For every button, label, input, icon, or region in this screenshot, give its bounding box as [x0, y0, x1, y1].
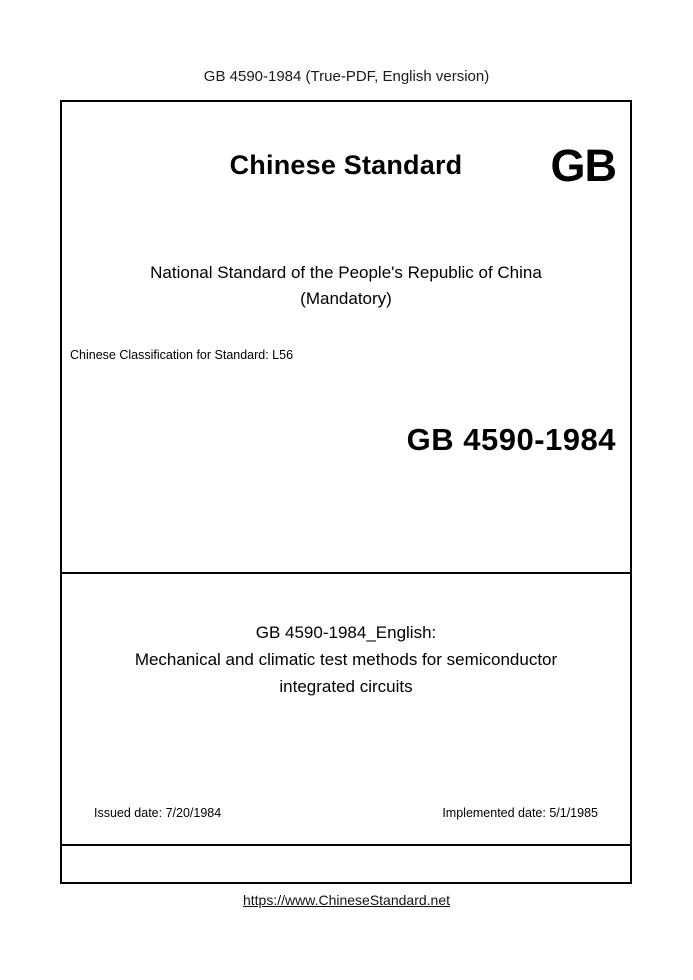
issued-date: Issued date: 7/20/1984: [94, 806, 222, 820]
standard-number: GB 4590-1984: [406, 422, 616, 457]
implemented-date: Implemented date: 5/1/1985: [442, 806, 598, 820]
classification-label: Chinese Classification for Standard: L56: [70, 348, 294, 362]
dates-row: [94, 806, 598, 824]
subtitle-line-2: (Mandatory): [300, 289, 392, 308]
subtitle-line-1: National Standard of the People's Republic of China: [150, 263, 542, 282]
english-title-line-2: Mechanical and climatic test methods for semiconductor: [134, 650, 558, 669]
title-row: [62, 140, 630, 208]
english-title-line-1: GB 4590-1984_English:: [255, 623, 437, 642]
footer-url[interactable]: https://www.ChineseStandard.net: [242, 892, 450, 908]
page-header-text: GB 4590-1984 (True-PDF, English version): [203, 68, 490, 85]
english-title-block: [84, 619, 608, 700]
cover-lower-panel: [62, 574, 630, 846]
page-title: Chinese Standard: [229, 150, 463, 180]
cover-frame: [60, 100, 632, 884]
english-title-line-3: integrated circuits: [279, 677, 413, 696]
gb-logo: GB: [550, 140, 616, 191]
cover-bottom-bar: [62, 846, 630, 882]
subtitle-block: [62, 260, 630, 312]
cover-upper-panel: [62, 102, 630, 574]
